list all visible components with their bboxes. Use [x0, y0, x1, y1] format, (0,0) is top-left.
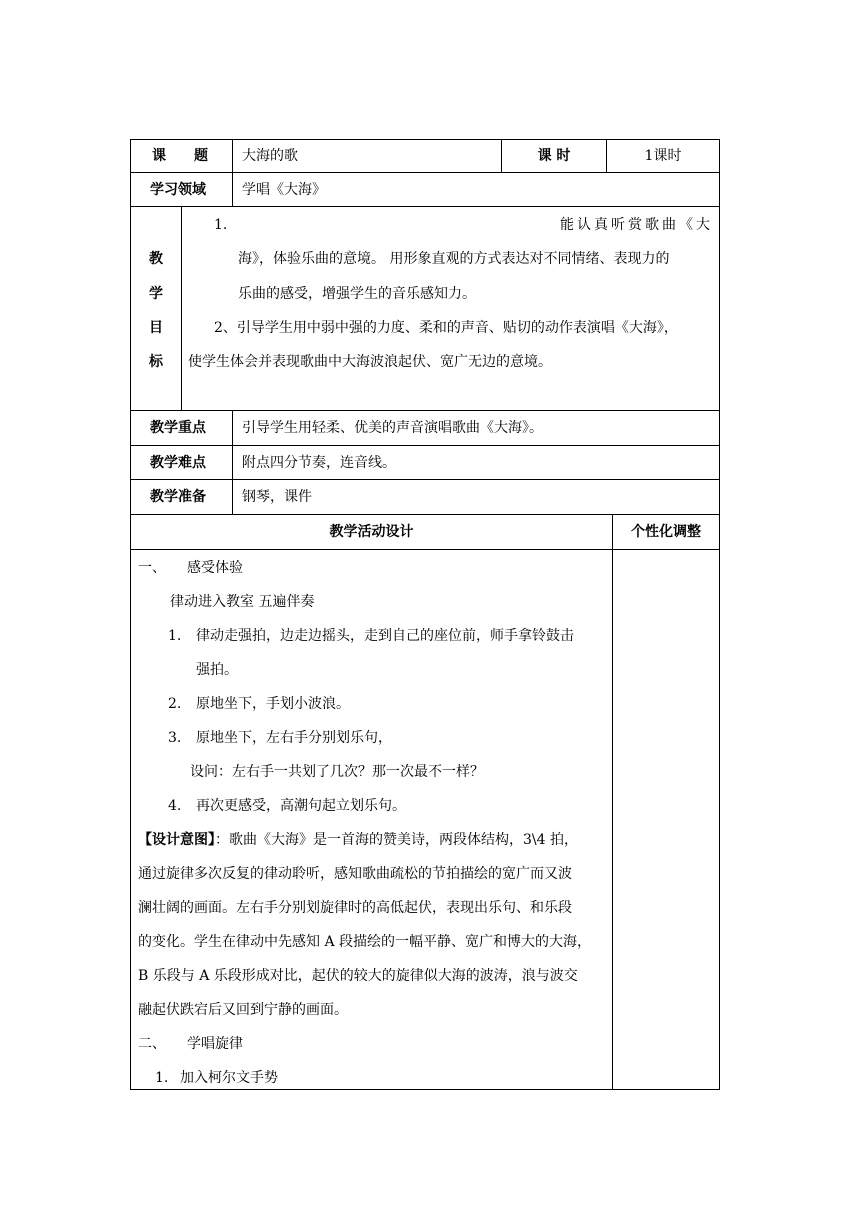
preparation-value: 钢琴，课件 — [242, 489, 312, 505]
area-value: 学唱《大海》 — [242, 182, 326, 198]
list-item: 原地坐下，左右手分别划乐句， — [196, 730, 392, 746]
difficulty-value: 附点四分节奏，连音线。 — [242, 455, 396, 471]
table-rule — [130, 445, 720, 446]
table-rule — [130, 410, 720, 411]
table-rule — [612, 514, 613, 1090]
key-point-value: 引导学生用轻柔、优美的声音演唱歌曲《大海》。 — [242, 420, 543, 436]
design-intent-label: 【设计意图】 — [138, 832, 215, 848]
activity-adjust-header: 个性化调整 — [631, 524, 701, 540]
list-item: 强拍。 — [196, 662, 238, 678]
design-intent-text: ：歌曲《大海》是一首海的赞美诗，两段体结构，3\4 拍， — [215, 832, 578, 848]
preparation-label: 教学准备 — [150, 489, 206, 505]
design-intent-text: 澜壮阔的画面。左右手分别划旋律时的高低起伏，表现出乐句、和乐段 — [138, 900, 572, 916]
objectives-label-char: 目 — [149, 320, 163, 336]
list-item: 再次更感受，高潮句起立划乐句。 — [196, 798, 406, 814]
list-number: 3. — [168, 730, 182, 746]
objectives-label-char: 学 — [149, 286, 163, 302]
list-item: 加入柯尔文手势 — [180, 1070, 278, 1086]
table-rule — [130, 206, 720, 207]
list-item: 设问：左右手一共划了几次？那一次最不一样？ — [190, 764, 484, 780]
objective-1-number: 1. — [214, 217, 228, 233]
table-rule — [232, 139, 233, 206]
area-label: 学习领域 — [150, 182, 206, 198]
period-value: 1课时 — [644, 148, 682, 164]
list-number: 1. — [155, 1070, 169, 1086]
table-rule — [130, 479, 720, 480]
period-label: 课 时 — [537, 148, 571, 164]
list-number: 4. — [168, 798, 182, 814]
objective-2-line: 2、引导学生用中弱中强的力度、柔和的声音、贴切的动作表演唱《大海》， — [214, 320, 678, 336]
key-point-label: 教学重点 — [150, 420, 206, 436]
design-intent-text: 的变化。学生在律动中先感知 A 段描绘的一幅平静、宽广和博大的大海， — [138, 934, 592, 950]
objectives-label-char: 标 — [149, 354, 163, 370]
section-1-heading: 一、 感受体验 — [138, 560, 243, 576]
table-rule — [130, 549, 720, 550]
section-2-heading: 二、 学唱旋律 — [138, 1036, 243, 1052]
table-rule — [232, 410, 233, 514]
table-rule — [130, 172, 720, 173]
list-item: 律动走强拍，边走边摇头，走到自己的座位前，师手拿铃鼓击 — [196, 628, 574, 644]
table-rule — [181, 206, 182, 410]
design-intent-paragraph — [138, 830, 578, 850]
design-intent-text: 通过旋律多次反复的律动聆听，感知歌曲疏松的节拍描绘的宽广而又波 — [138, 866, 572, 882]
activity-line: 律动进入教室 五遍伴奏 — [170, 594, 315, 610]
design-intent-text: B 乐段与 A 乐段形成对比，起伏的较大的旋律似大海的波涛，浪与波交 — [138, 968, 578, 984]
objective-2-line: 使学生体会并表现歌曲中大海波浪起伏、宽广无边的意境。 — [188, 354, 552, 370]
list-number: 1. — [168, 628, 182, 644]
design-intent-text: 融起伏跌宕后又回到宁静的画面。 — [138, 1002, 348, 1018]
difficulty-label: 教学难点 — [150, 455, 206, 471]
objectives-label-char: 教 — [149, 251, 163, 267]
topic-value: 大海的歌 — [242, 148, 298, 164]
objective-1-line: 乐曲的感受，增强学生的音乐感知力。 — [238, 286, 476, 302]
table-rule — [130, 514, 720, 515]
list-number: 2. — [168, 696, 182, 712]
topic-label: 课 题 — [152, 148, 208, 164]
objective-1-line: 海》，体验乐曲的意境。 用形象直观的方式表达对不同情绪、表现力的 — [238, 251, 670, 267]
list-item: 原地坐下，手划小波浪。 — [196, 696, 350, 712]
objective-1-line: 能认真听赏歌曲《大 — [560, 217, 713, 233]
activity-design-header: 教学活动设计 — [329, 524, 414, 540]
